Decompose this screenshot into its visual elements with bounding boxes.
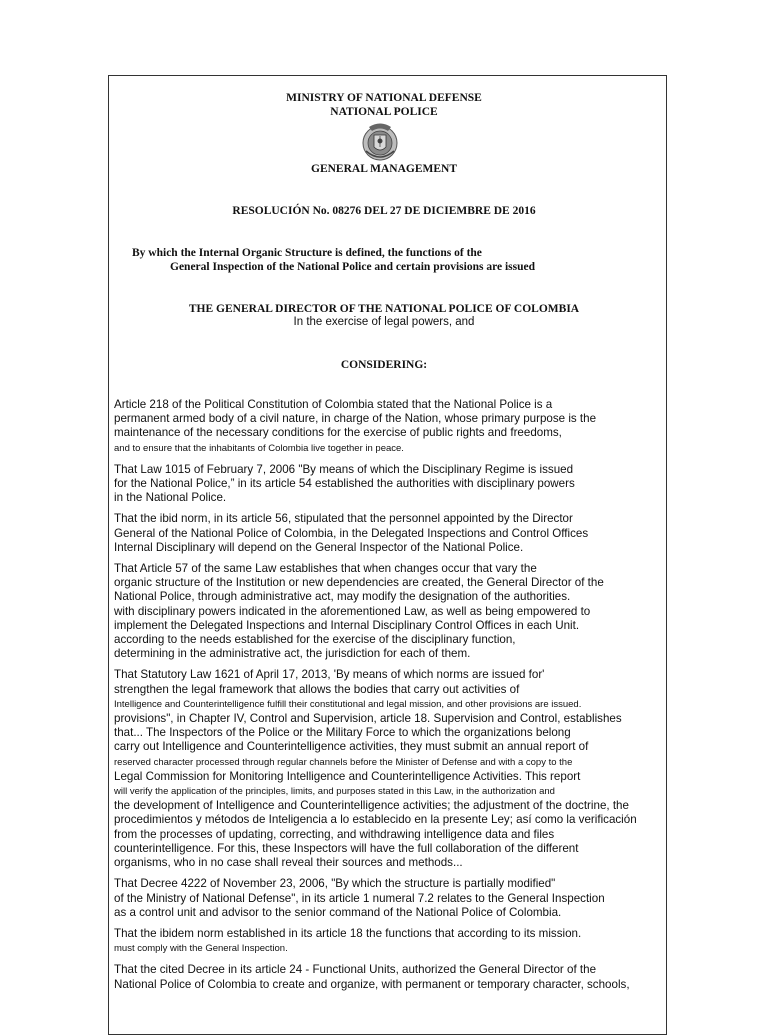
paragraph-6 [114,877,662,920]
text-line: according to the needs established for the exercise of the disciplinary function, [114,633,516,647]
text-line: and to ensure that the inhabitants of Colombia live together in peace. [114,442,404,454]
ministry-heading: MINISTRY OF NATIONAL DEFENSE [286,92,482,104]
text-line: from the processes of updating, correcting, and withdrawing intelligence data and files [114,827,555,841]
paragraph-5 [114,668,662,870]
text-line: the development of Intelligence and Counterintelligence activities; the adjustment of the doctrine, the [114,799,629,813]
text-line: strengthen the legal framework that allows the bodies that carry out activities of [114,682,520,696]
text-line: as a control unit and advisor to the senior command of the National Police of Colombia. [114,905,562,919]
text-line: Intelligence and Counterintelligence fulfill their constitutional and legal mission, and other provisions are issued. [114,698,582,710]
management-heading: GENERAL MANAGEMENT [311,163,457,175]
text-line: That the cited Decree in its article 24 - Functional Units, authorized the General Director of the [114,963,597,977]
purpose-line-1: By which the Internal Organic Structure is defined, the functions of the [132,247,482,259]
paragraph-2 [114,463,662,506]
considerations-body [114,398,662,999]
paragraph-3 [114,512,662,555]
text-line: with disciplinary powers indicated in the aforementioned Law, as well as being empowered to [114,604,591,618]
text-line: procedimientos y métodos de Inteligencia a lo establecido en la presente Ley; así como la verificación [114,813,637,827]
text-line: That Article 57 of the same Law establishes that when changes occur that vary the [114,562,537,576]
resolution-title: RESOLUCIÓN No. 08276 DEL 27 DE DICIEMBRE DE 2016 [232,205,536,217]
text-line: National Police, through administrative act, may modify the designation of the authorities. [114,590,571,604]
text-line: Legal Commission for Monitoring Intelligence and Counterintelligence Activities. This report [114,769,581,783]
paragraph-8 [114,963,662,991]
text-line: that... The Inspectors of the Police or the Military Force to which the organizations belong [114,726,571,740]
text-line: organisms, who in no case shall reveal their sources and methods... [114,856,463,870]
text-line: will verify the application of the principles, limits, and purposes stated in this Law, in the authorization and [114,786,555,798]
paragraph-1 [114,398,662,456]
director-title: THE GENERAL DIRECTOR OF THE NATIONAL POLICE OF COLOMBIA [188,303,580,315]
text-line: reserved character processed through regular channels before the Minister of Defense and with a copy to the [114,756,573,768]
text-line: carry out Intelligence and Counterintelligence activities, they must submit an annual report of [114,740,589,754]
text-line: of the Ministry of National Defense", in its article 1 numeral 7.2 relates to the General Inspection [114,891,605,905]
police-heading: NATIONAL POLICE [330,106,438,118]
considering-heading: CONSIDERING: [340,359,428,371]
purpose-line-2: General Inspection of the National Police and certain provisions are issued [170,261,536,273]
text-line: That the ibid norm, in its article 56, stipulated that the personnel appointed by the Director [114,512,573,526]
paragraph-4 [114,562,662,661]
text-line: counterintelligence. For this, these Inspectors will have the full collaboration of the different [114,841,579,855]
text-line: Article 218 of the Political Constitution of Colombia stated that the National Police is a [114,398,553,411]
text-line: implement the Delegated Inspections and Internal Disciplinary Control Offices in each Unit. [114,618,580,632]
text-line: in the National Police. [114,491,227,505]
text-line: That Law 1015 of February 7, 2006 "By means of which the Disciplinary Regime is issued [114,462,574,476]
text-line: determining in the administrative act, the jurisdiction for each of them. [114,647,471,661]
text-line: That Decree 4222 of November 23, 2006, "By which the structure is partially modified" [114,877,556,891]
paragraph-7 [114,927,662,956]
text-line: That the ibidem norm established in its article 18 the functions that according to its mission. [114,926,582,940]
text-line: permanent armed body of a civil nature, in charge of the Nation, whose primary purpose is the [114,412,597,426]
police-seal-icon [360,121,400,163]
text-line: That Statutory Law 1621 of April 17, 2013, 'By means of which norms are issued for' [114,668,545,682]
text-line: General of the National Police of Colombia, in the Delegated Inspections and Control Offices [114,526,589,540]
director-subtitle: In the exercise of legal powers, and [293,316,475,328]
text-line: provisions", in Chapter IV, Control and Supervision, article 18. Supervision and Control, establishes [114,712,622,726]
text-line: National Police of Colombia to create and organize, with permanent or temporary character, schools, [114,977,630,991]
text-line: for the National Police,” in its article 54 established the authorities with disciplinary powers [114,477,575,491]
text-line: organic structure of the Institution or new dependencies are created, the General Director of the [114,576,604,590]
text-line: maintenance of the necessary conditions for the exercise of public rights and freedoms, [114,426,562,440]
text-line: Internal Disciplinary will depend on the General Inspector of the National Police. [114,540,524,554]
text-line: must comply with the General Inspection. [114,943,288,955]
